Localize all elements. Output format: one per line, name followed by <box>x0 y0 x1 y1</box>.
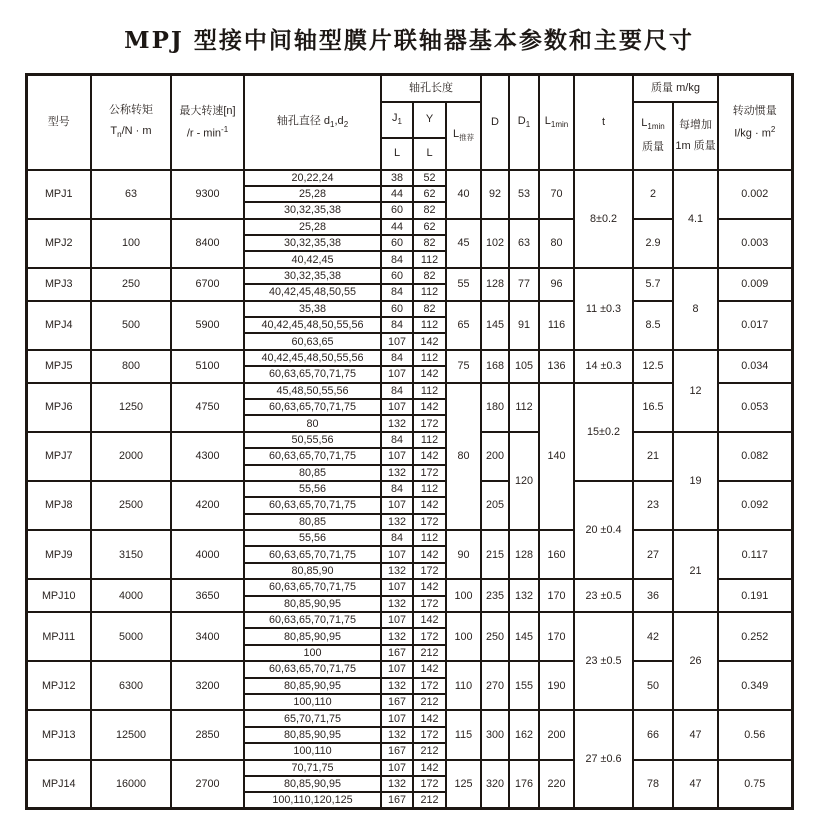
table-body <box>26 170 792 809</box>
cell-l1min: 70 <box>539 170 574 219</box>
cell-model: MPJ4 <box>26 301 91 350</box>
cell-d: 320 <box>481 760 509 809</box>
cell-j1-length: 44 <box>381 219 413 235</box>
header-l-recommended: $L_{推荐}$ <box>446 102 481 170</box>
cell-bore-diameter: 55,56 <box>244 481 381 497</box>
cell-j1-length: 60 <box>381 268 413 284</box>
header-inertia: 转动惯量 $I/kg \cdot m^2$ <box>718 75 792 170</box>
cell-d1: 176 <box>509 760 539 809</box>
cell-l1min: 160 <box>539 530 574 579</box>
cell-inertia: 0.191 <box>718 579 792 612</box>
cell-bore-diameter: 60,63,65,70,71,75 <box>244 399 381 415</box>
cell-torque: 5000 <box>91 612 171 661</box>
cell-bore-diameter: 80,85,90,95 <box>244 776 381 792</box>
cell-l1min-mass: 23 <box>633 481 673 530</box>
cell-l-recommended: 125 <box>446 760 481 809</box>
cell-y-length: 172 <box>413 727 446 743</box>
cell-y-length: 172 <box>413 415 446 431</box>
cell-d1: 145 <box>509 612 539 661</box>
cell-d1: 155 <box>509 661 539 710</box>
header-speed: 最大转速[n] $/r - \min^{-1}$ <box>171 75 244 170</box>
header-l-under-y: L <box>413 138 446 170</box>
cell-per-meter-mass: 26 <box>673 612 718 710</box>
header-j1: $J_1$ <box>381 102 413 138</box>
cell-j1-length: 167 <box>381 694 413 710</box>
cell-inertia: 0.092 <box>718 481 792 530</box>
cell-d1: 77 <box>509 268 539 301</box>
cell-j1-length: 132 <box>381 628 413 644</box>
cell-d1: 120 <box>509 432 539 530</box>
cell-y-length: 112 <box>413 251 446 267</box>
cell-per-meter-mass: 4.1 <box>673 170 718 268</box>
cell-bore-diameter: 100,110 <box>244 694 381 710</box>
cell-y-length: 172 <box>413 563 446 579</box>
cell-speed: 3200 <box>171 661 244 710</box>
table-row <box>26 612 792 628</box>
cell-bore-diameter: 60,63,65 <box>244 333 381 349</box>
cell-bore-diameter: 80,85 <box>244 514 381 530</box>
cell-d: 200 <box>481 432 509 481</box>
cell-j1-length: 107 <box>381 710 413 726</box>
cell-y-length: 142 <box>413 497 446 513</box>
cell-d: 215 <box>481 530 509 579</box>
cell-y-length: 62 <box>413 186 446 202</box>
cell-l-recommended: 100 <box>446 612 481 661</box>
header-l-under-j1: L <box>381 138 413 170</box>
cell-d: 235 <box>481 579 509 612</box>
cell-bore-diameter: 80,85,90,95 <box>244 596 381 612</box>
cell-bore-diameter: 40,42,45,48,50,55 <box>244 284 381 300</box>
table-row <box>26 170 792 186</box>
cell-inertia: 0.034 <box>718 350 792 383</box>
cell-bore-diameter: 100,110,120,125 <box>244 792 381 808</box>
cell-l1min-mass: 66 <box>633 710 673 759</box>
table-row <box>26 350 792 366</box>
cell-y-length: 172 <box>413 628 446 644</box>
cell-j1-length: 132 <box>381 776 413 792</box>
cell-l-recommended: 55 <box>446 268 481 301</box>
cell-l1min: 220 <box>539 760 574 809</box>
cell-l1min-mass: 36 <box>633 579 673 612</box>
cell-t: 27 ±0.6 <box>574 710 633 808</box>
cell-j1-length: 107 <box>381 399 413 415</box>
cell-y-length: 112 <box>413 530 446 546</box>
header-t: t <box>574 75 633 170</box>
cell-inertia: 0.082 <box>718 432 792 481</box>
cell-model: MPJ11 <box>26 612 91 661</box>
cell-y-length: 172 <box>413 465 446 481</box>
cell-y-length: 82 <box>413 235 446 251</box>
cell-j1-length: 107 <box>381 333 413 349</box>
header-bore-diameter: 轴孔直径 $d_1,d_2$ <box>244 75 381 170</box>
cell-torque: 4000 <box>91 579 171 612</box>
cell-y-length: 82 <box>413 301 446 317</box>
cell-bore-diameter: 25,28 <box>244 219 381 235</box>
header-d1: $D_1$ <box>509 75 539 170</box>
cell-d: 92 <box>481 170 509 219</box>
cell-bore-diameter: 45,48,50,55,56 <box>244 383 381 399</box>
cell-torque: 1250 <box>91 383 171 432</box>
cell-l1min-mass: 42 <box>633 612 673 661</box>
header-torque: 公称转矩 $T_n/N \cdot m$ <box>91 75 171 170</box>
cell-bore-diameter: 60,63,65,70,71,75 <box>244 612 381 628</box>
cell-t: 15±0.2 <box>574 383 633 481</box>
cell-j1-length: 132 <box>381 415 413 431</box>
cell-bore-diameter: 30,32,35,38 <box>244 235 381 251</box>
cell-j1-length: 44 <box>381 186 413 202</box>
cell-inertia: 0.053 <box>718 383 792 432</box>
spec-table <box>25 73 794 810</box>
cell-per-meter-mass: 8 <box>673 268 718 350</box>
cell-l1min-mass: 5.7 <box>633 268 673 301</box>
cell-l1min: 200 <box>539 710 574 759</box>
cell-d: 102 <box>481 219 509 268</box>
cell-j1-length: 132 <box>381 465 413 481</box>
cell-bore-diameter: 80,85,90,95 <box>244 678 381 694</box>
cell-inertia: 0.002 <box>718 170 792 219</box>
cell-bore-diameter: 80,85,90,95 <box>244 727 381 743</box>
cell-j1-length: 132 <box>381 727 413 743</box>
cell-speed: 9300 <box>171 170 244 219</box>
cell-bore-diameter: 50,55,56 <box>244 432 381 448</box>
cell-j1-length: 132 <box>381 678 413 694</box>
header-bore-length: 轴孔长度 <box>381 75 481 102</box>
cell-torque: 3150 <box>91 530 171 579</box>
cell-torque: 2000 <box>91 432 171 481</box>
cell-l1min-mass: 8.5 <box>633 301 673 350</box>
cell-l1min-mass: 12.5 <box>633 350 673 383</box>
cell-y-length: 112 <box>413 383 446 399</box>
cell-bore-diameter: 60,63,65,70,71,75 <box>244 546 381 562</box>
cell-bore-diameter: 60,63,65,70,71,75 <box>244 579 381 595</box>
cell-model: MPJ5 <box>26 350 91 383</box>
cell-bore-diameter: 60,63,65,70,71,75 <box>244 661 381 677</box>
cell-torque: 500 <box>91 301 171 350</box>
cell-model: MPJ8 <box>26 481 91 530</box>
cell-t: 11 ±0.3 <box>574 268 633 350</box>
cell-t: 8±0.2 <box>574 170 633 268</box>
cell-j1-length: 132 <box>381 514 413 530</box>
cell-y-length: 142 <box>413 366 446 382</box>
cell-j1-length: 84 <box>381 251 413 267</box>
cell-l-recommended: 90 <box>446 530 481 579</box>
cell-d: 205 <box>481 481 509 530</box>
cell-j1-length: 84 <box>381 530 413 546</box>
cell-t: 23 ±0.5 <box>574 579 633 612</box>
cell-j1-length: 84 <box>381 432 413 448</box>
table-row <box>26 710 792 726</box>
cell-speed: 4000 <box>171 530 244 579</box>
cell-bore-diameter: 30,32,35,38 <box>244 202 381 218</box>
cell-torque: 250 <box>91 268 171 301</box>
cell-bore-diameter: 60,63,65,70,71,75 <box>244 448 381 464</box>
cell-bore-diameter: 80,85 <box>244 465 381 481</box>
cell-inertia: 0.017 <box>718 301 792 350</box>
cell-inertia: 0.349 <box>718 661 792 710</box>
cell-y-length: 112 <box>413 284 446 300</box>
cell-l1min-mass: 16.5 <box>633 383 673 432</box>
cell-y-length: 52 <box>413 170 446 186</box>
cell-bore-diameter: 100,110 <box>244 743 381 759</box>
cell-speed: 3650 <box>171 579 244 612</box>
cell-j1-length: 107 <box>381 579 413 595</box>
header-d: D <box>481 75 509 170</box>
cell-l1min-mass: 78 <box>633 760 673 809</box>
cell-bore-diameter: 60,63,65,70,71,75 <box>244 366 381 382</box>
cell-j1-length: 60 <box>381 235 413 251</box>
cell-inertia: 0.252 <box>718 612 792 661</box>
cell-y-length: 172 <box>413 596 446 612</box>
cell-d1: 105 <box>509 350 539 383</box>
cell-l1min-mass: 50 <box>633 661 673 710</box>
cell-j1-length: 84 <box>381 481 413 497</box>
cell-l1min: 190 <box>539 661 574 710</box>
header-row-1 <box>26 75 792 102</box>
cell-y-length: 112 <box>413 432 446 448</box>
cell-l-recommended: 80 <box>446 383 481 531</box>
cell-torque: 2500 <box>91 481 171 530</box>
cell-y-length: 142 <box>413 399 446 415</box>
cell-t: 23 ±0.5 <box>574 612 633 710</box>
cell-per-meter-mass: 19 <box>673 432 718 530</box>
cell-j1-length: 107 <box>381 546 413 562</box>
cell-l-recommended: 75 <box>446 350 481 383</box>
cell-d: 145 <box>481 301 509 350</box>
cell-d: 168 <box>481 350 509 383</box>
cell-l-recommended: 40 <box>446 170 481 219</box>
cell-y-length: 82 <box>413 202 446 218</box>
cell-y-length: 212 <box>413 743 446 759</box>
cell-d1: 112 <box>509 383 539 432</box>
header-mass-group: 质量 m/kg <box>633 75 718 102</box>
cell-l-recommended: 65 <box>446 301 481 350</box>
header-l1min-mass: $L_{1min}$ 质量 <box>633 102 673 170</box>
table-row <box>26 432 792 448</box>
cell-y-length: 62 <box>413 219 446 235</box>
cell-l-recommended: 110 <box>446 661 481 710</box>
cell-bore-diameter: 80,85,90,95 <box>244 628 381 644</box>
cell-j1-length: 84 <box>381 317 413 333</box>
cell-bore-diameter: 80,85,90 <box>244 563 381 579</box>
cell-torque: 63 <box>91 170 171 219</box>
cell-d1: 53 <box>509 170 539 219</box>
cell-model: MPJ9 <box>26 530 91 579</box>
header-l1min: $L_{1min}$ <box>539 75 574 170</box>
cell-j1-length: 60 <box>381 301 413 317</box>
cell-y-length: 172 <box>413 514 446 530</box>
cell-per-meter-mass: 47 <box>673 710 718 759</box>
cell-inertia: 0.56 <box>718 710 792 759</box>
cell-l1min: 80 <box>539 219 574 268</box>
cell-bore-diameter: 40,42,45,48,50,55,56 <box>244 317 381 333</box>
cell-speed: 5100 <box>171 350 244 383</box>
cell-model: MPJ1 <box>26 170 91 219</box>
cell-y-length: 212 <box>413 645 446 661</box>
cell-l1min: 170 <box>539 579 574 612</box>
cell-bore-diameter: 80 <box>244 415 381 431</box>
cell-j1-length: 107 <box>381 760 413 776</box>
cell-torque: 6300 <box>91 661 171 710</box>
cell-torque: 16000 <box>91 760 171 809</box>
cell-y-length: 142 <box>413 760 446 776</box>
cell-model: MPJ13 <box>26 710 91 759</box>
cell-y-length: 212 <box>413 694 446 710</box>
cell-j1-length: 84 <box>381 383 413 399</box>
cell-model: MPJ7 <box>26 432 91 481</box>
cell-speed: 4200 <box>171 481 244 530</box>
cell-y-length: 142 <box>413 579 446 595</box>
cell-y-length: 212 <box>413 792 446 808</box>
cell-t: 14 ±0.3 <box>574 350 633 383</box>
cell-y-length: 172 <box>413 678 446 694</box>
cell-j1-length: 84 <box>381 350 413 366</box>
cell-l-recommended: 100 <box>446 579 481 612</box>
cell-bore-diameter: 55,56 <box>244 530 381 546</box>
cell-model: MPJ10 <box>26 579 91 612</box>
cell-y-length: 142 <box>413 333 446 349</box>
cell-l1min: 140 <box>539 383 574 531</box>
cell-l1min: 136 <box>539 350 574 383</box>
cell-bore-diameter: 65,70,71,75 <box>244 710 381 726</box>
header-per-meter-mass: 每增加 1m 质量 <box>673 102 718 170</box>
cell-d1: 128 <box>509 530 539 579</box>
cell-bore-diameter: 25,28 <box>244 186 381 202</box>
cell-l1min-mass: 27 <box>633 530 673 579</box>
cell-j1-length: 84 <box>381 284 413 300</box>
cell-model: MPJ14 <box>26 760 91 809</box>
cell-d1: 132 <box>509 579 539 612</box>
cell-d1: 162 <box>509 710 539 759</box>
cell-j1-length: 167 <box>381 743 413 759</box>
cell-speed: 6700 <box>171 268 244 301</box>
cell-d1: 63 <box>509 219 539 268</box>
cell-torque: 12500 <box>91 710 171 759</box>
header-y: Y <box>413 102 446 138</box>
cell-bore-diameter: 40,42,45,48,50,55,56 <box>244 350 381 366</box>
cell-speed: 2850 <box>171 710 244 759</box>
table-header <box>26 75 792 170</box>
cell-y-length: 112 <box>413 317 446 333</box>
cell-y-length: 142 <box>413 612 446 628</box>
cell-j1-length: 167 <box>381 792 413 808</box>
cell-j1-length: 132 <box>381 596 413 612</box>
cell-j1-length: 167 <box>381 645 413 661</box>
cell-d: 250 <box>481 612 509 661</box>
page-title: MPJ 型接中间轴型膜片联轴器基本参数和主要尺寸 <box>124 27 694 54</box>
cell-speed: 4750 <box>171 383 244 432</box>
cell-inertia: 0.003 <box>718 219 792 268</box>
cell-speed: 2700 <box>171 760 244 809</box>
cell-bore-diameter: 100 <box>244 645 381 661</box>
cell-y-length: 172 <box>413 776 446 792</box>
cell-inertia: 0.117 <box>718 530 792 579</box>
table-row <box>26 530 792 546</box>
cell-l-recommended: 45 <box>446 219 481 268</box>
cell-j1-length: 60 <box>381 202 413 218</box>
cell-speed: 3400 <box>171 612 244 661</box>
cell-j1-length: 107 <box>381 497 413 513</box>
cell-torque: 100 <box>91 219 171 268</box>
cell-model: MPJ6 <box>26 383 91 432</box>
cell-speed: 8400 <box>171 219 244 268</box>
cell-inertia: 0.009 <box>718 268 792 301</box>
cell-l1min-mass: 2.9 <box>633 219 673 268</box>
cell-y-length: 142 <box>413 710 446 726</box>
cell-per-meter-mass: 12 <box>673 350 718 432</box>
cell-torque: 800 <box>91 350 171 383</box>
cell-bore-diameter: 70,71,75 <box>244 760 381 776</box>
table-row <box>26 760 792 776</box>
cell-bore-diameter: 20,22,24 <box>244 170 381 186</box>
cell-j1-length: 107 <box>381 612 413 628</box>
cell-l-recommended: 115 <box>446 710 481 759</box>
header-model: 型号 <box>26 75 91 170</box>
cell-j1-length: 107 <box>381 448 413 464</box>
cell-l1min-mass: 21 <box>633 432 673 481</box>
cell-l1min: 116 <box>539 301 574 350</box>
table-row <box>26 268 792 284</box>
cell-speed: 5900 <box>171 301 244 350</box>
cell-t: 20 ±0.4 <box>574 481 633 579</box>
cell-d: 180 <box>481 383 509 432</box>
cell-j1-length: 38 <box>381 170 413 186</box>
cell-l1min-mass: 2 <box>633 170 673 219</box>
cell-bore-diameter: 40,42,45 <box>244 251 381 267</box>
cell-y-length: 142 <box>413 661 446 677</box>
cell-d: 300 <box>481 710 509 759</box>
cell-per-meter-mass: 47 <box>673 760 718 809</box>
cell-l1min: 96 <box>539 268 574 301</box>
cell-d1: 91 <box>509 301 539 350</box>
cell-bore-diameter: 35,38 <box>244 301 381 317</box>
cell-y-length: 142 <box>413 448 446 464</box>
cell-l1min: 170 <box>539 612 574 661</box>
cell-model: MPJ3 <box>26 268 91 301</box>
cell-d: 128 <box>481 268 509 301</box>
cell-per-meter-mass: 21 <box>673 530 718 612</box>
cell-y-length: 142 <box>413 546 446 562</box>
cell-speed: 4300 <box>171 432 244 481</box>
cell-y-length: 112 <box>413 350 446 366</box>
cell-bore-diameter: 30,32,35,38 <box>244 268 381 284</box>
cell-model: MPJ2 <box>26 219 91 268</box>
cell-inertia: 0.75 <box>718 760 792 809</box>
cell-model: MPJ12 <box>26 661 91 710</box>
cell-j1-length: 107 <box>381 366 413 382</box>
cell-y-length: 82 <box>413 268 446 284</box>
cell-j1-length: 107 <box>381 661 413 677</box>
cell-y-length: 112 <box>413 481 446 497</box>
cell-bore-diameter: 60,63,65,70,71,75 <box>244 497 381 513</box>
cell-j1-length: 132 <box>381 563 413 579</box>
cell-d: 270 <box>481 661 509 710</box>
